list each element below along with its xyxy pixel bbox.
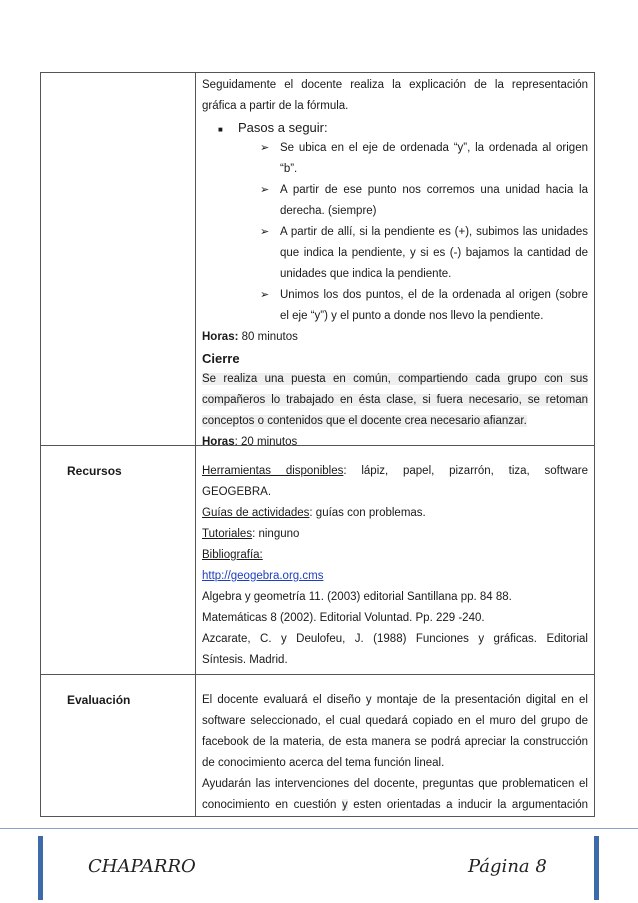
footer-rule bbox=[0, 828, 638, 829]
step-item: ➢ A partir de allí, si la pendiente es (+), subimos las unidades bbox=[202, 222, 588, 243]
footer-page-number: Página 8 bbox=[468, 856, 547, 877]
cierre-line: Se realiza una puesta en común, compartiendo cada grupo con sus bbox=[202, 373, 588, 385]
arrow-bullet-icon: ➢ bbox=[260, 289, 270, 301]
lesson-plan-table bbox=[40, 72, 595, 817]
evaluation-line: facebook de la materia, de esta manera se podrá apreciar la construcción bbox=[202, 736, 588, 748]
step-item: ➢ Se ubica en el eje de ordenada “y”, la ordenada al origen bbox=[202, 138, 588, 159]
guides-line: Guías de actividades: guías con problemas. bbox=[202, 507, 426, 519]
step-item-cont: unidades que indica la pendiente. bbox=[280, 268, 452, 280]
cierre-line: conceptos o contenidos que el docente crea necesario afianzar. bbox=[202, 415, 527, 427]
arrow-bullet-icon: ➢ bbox=[260, 184, 270, 196]
development-cell bbox=[202, 75, 588, 453]
hours-line: Horas: 20 minutos bbox=[202, 436, 298, 448]
bibliography-item: Matemáticas 8 (2002). Editorial Voluntad. Pp. 229 -240. bbox=[202, 612, 485, 624]
intro-line: Seguidamente el docente realiza la explicación de la representación bbox=[202, 79, 588, 91]
evaluation-line: conocimiento en cuestión y esten orientadas a inducir la argumentación bbox=[202, 799, 588, 811]
step-item-cont: el eje “y”) y el punto a donde nos llevo la pendiente. bbox=[280, 310, 544, 322]
bibliography-item: Algebra y geometría 11. (2003) editorial Santillana pp. 84 88. bbox=[202, 591, 512, 603]
tutorials-line: Tutoriales: ninguno bbox=[202, 528, 300, 540]
footer-right-bar bbox=[594, 836, 599, 900]
page-footer bbox=[0, 828, 638, 903]
tools-line-cont: GEOGEBRA. bbox=[202, 486, 272, 498]
step-item-cont: “b”. bbox=[280, 163, 298, 175]
steps-heading: ■ Pasos a seguir: bbox=[202, 117, 588, 138]
evaluacion-label: Evaluación bbox=[67, 693, 131, 707]
intro-line: gráfica a partir de la fórmula. bbox=[202, 100, 349, 112]
step-item-cont: derecha. (siempre) bbox=[280, 205, 377, 217]
evaluation-line: El docente evaluará el diseño y montaje de la presentación digital en el bbox=[202, 694, 588, 706]
cierre-heading: Cierre bbox=[202, 351, 240, 366]
arrow-bullet-icon: ➢ bbox=[260, 142, 270, 154]
recursos-cell bbox=[202, 461, 588, 671]
row-divider bbox=[41, 674, 594, 675]
step-item: ➢ Unimos los dos puntos, el de la ordenada al origen (sobre bbox=[202, 285, 588, 306]
bibliography-item-cont: Síntesis. Madrid. bbox=[202, 654, 288, 666]
square-bullet-icon: ■ bbox=[218, 125, 223, 134]
arrow-bullet-icon: ➢ bbox=[260, 226, 270, 238]
bibliography-heading: Bibliografía: bbox=[202, 549, 263, 561]
recursos-label: Recursos bbox=[67, 464, 122, 478]
evaluation-line: Ayudarán las intervenciones del docente, preguntas que problematicen el bbox=[202, 778, 588, 790]
cierre-line: compañeros lo trabajado en ésta clase, si fuera necesario, se retoman bbox=[202, 394, 588, 406]
step-item: ➢ A partir de ese punto nos corremos una unidad hacia la bbox=[202, 180, 588, 201]
bibliography-item: Azcarate, C. y Deulofeu, J. (1988) Funciones y gráficas. Editorial bbox=[202, 633, 588, 645]
tools-line: Herramientas disponibles: lápiz, papel, pizarrón, tiza, software bbox=[202, 465, 588, 477]
hours-line: Horas: 80 minutos bbox=[202, 331, 298, 343]
geogebra-link[interactable]: http://geogebra.org.cms bbox=[202, 570, 324, 582]
geogebra-link-line bbox=[202, 566, 588, 587]
evaluation-line: de conocimiento acerca del tema función lineal. bbox=[202, 757, 445, 769]
step-item-cont: que indica la pendiente, y si es (-) bajamos la cantidad de bbox=[280, 247, 588, 259]
evaluation-line: software seleccionado, el cual quedará copiado en el muro del grupo de bbox=[202, 715, 588, 727]
footer-left-bar bbox=[38, 836, 43, 900]
footer-author: CHAPARRO bbox=[88, 856, 196, 877]
evaluacion-cell bbox=[202, 690, 588, 816]
